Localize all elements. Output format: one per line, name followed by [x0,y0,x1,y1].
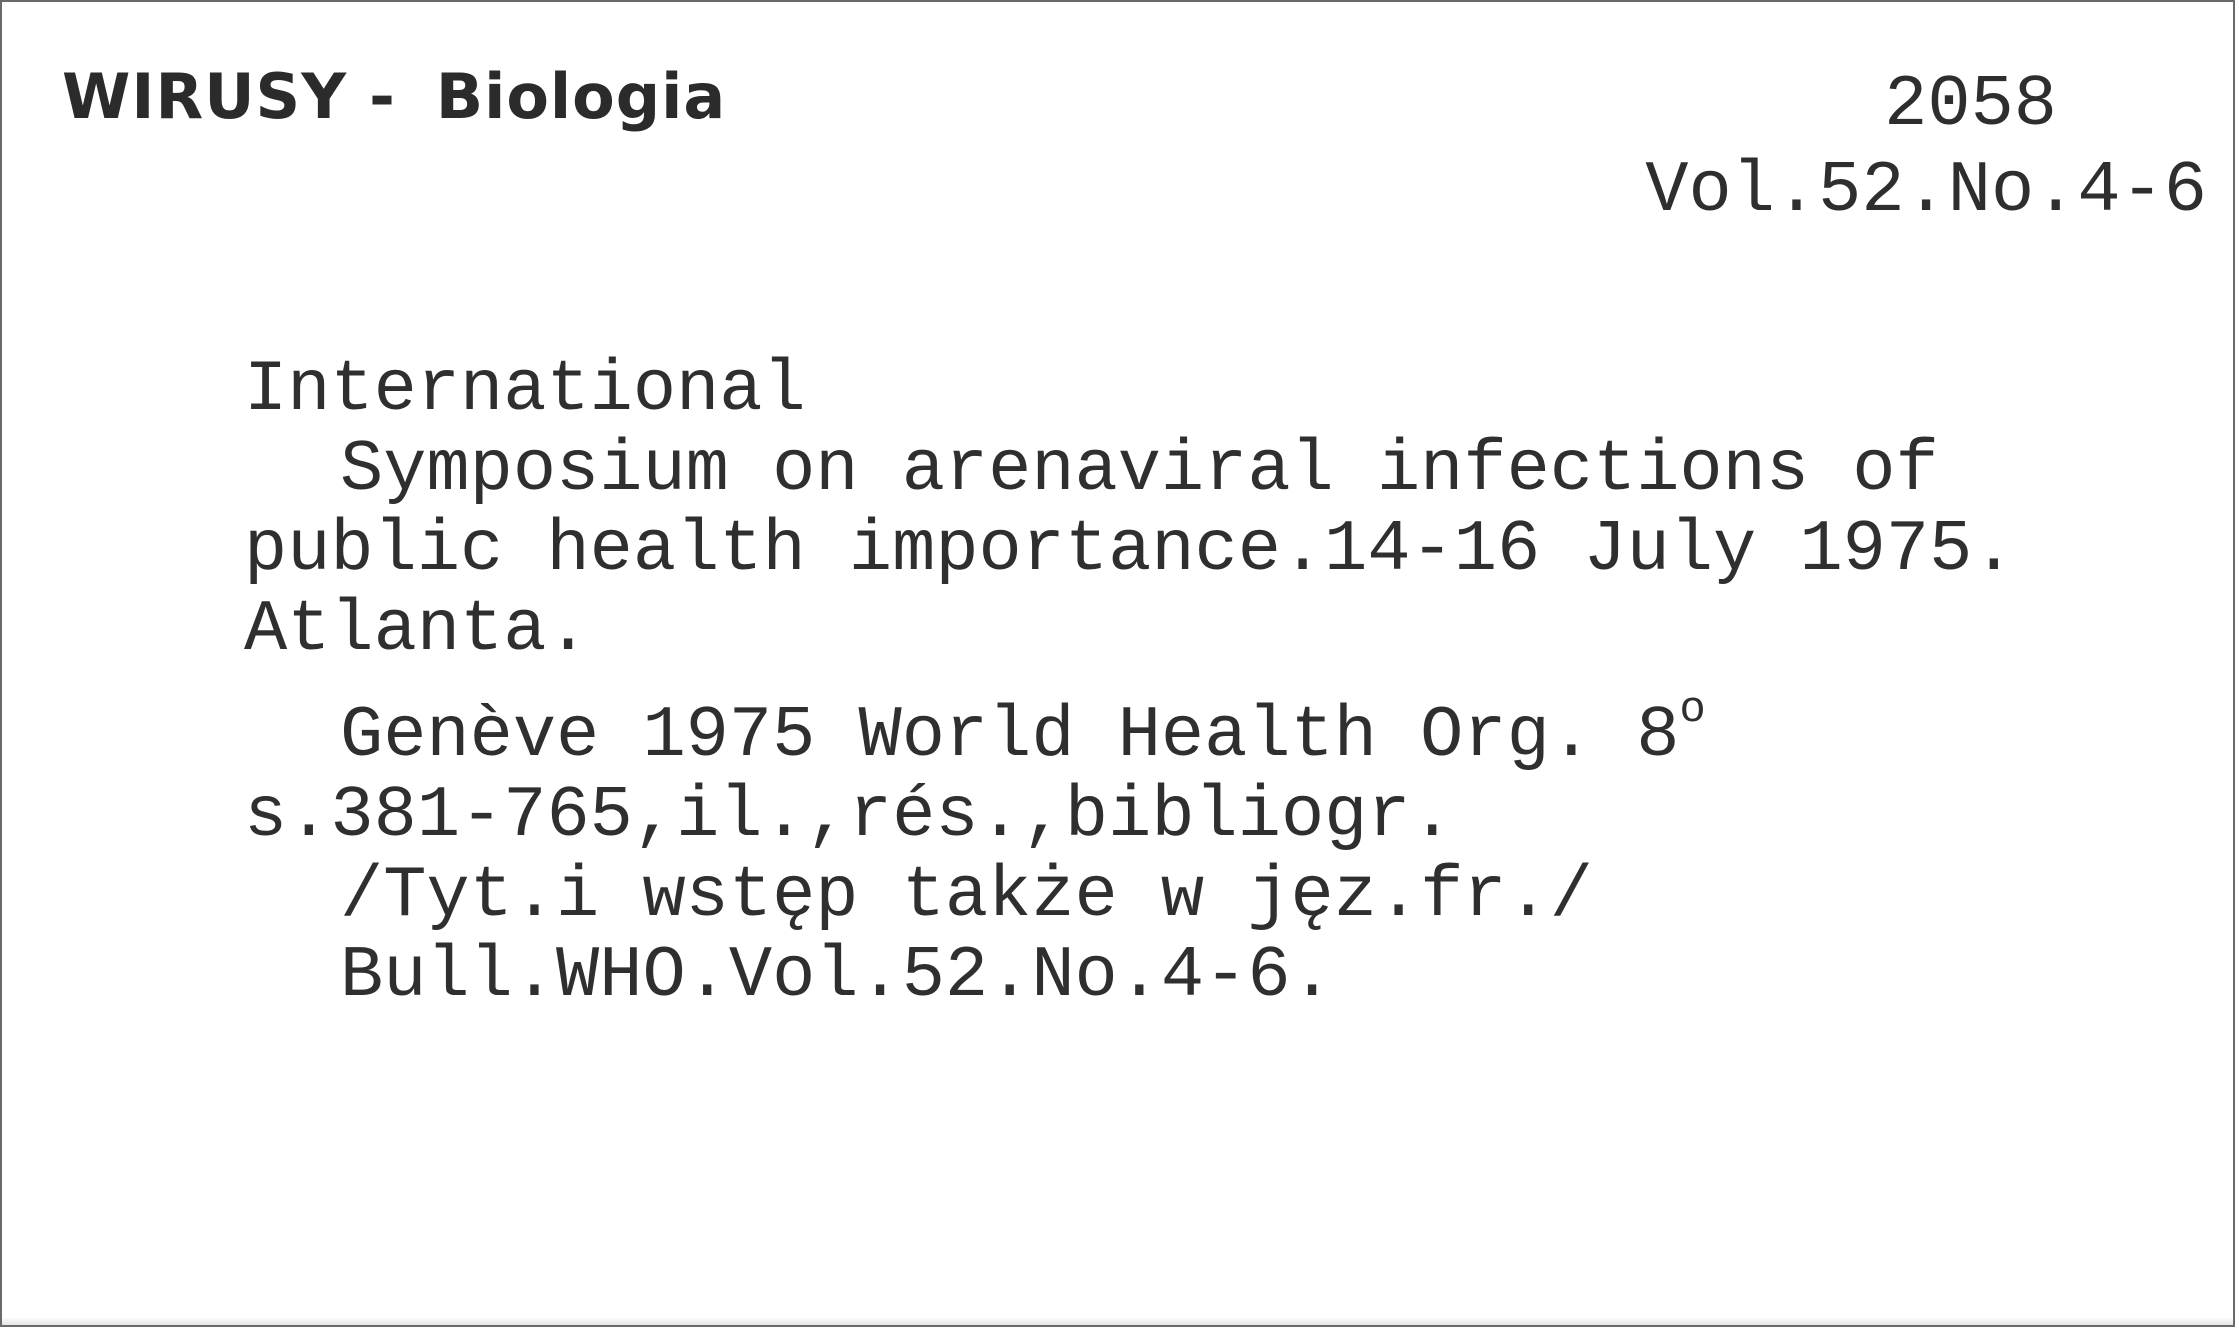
entry-line-1: International [244,349,806,431]
subject-term: WIRUSY [62,60,348,133]
entry-line-5 [244,670,2204,776]
subject-subdivision: Biologia [435,60,727,133]
imprint-text: Genève 1975 World Health Org. 8 [340,695,1680,777]
entry-line-7: /Tyt.i wstęp także w jęz.fr./ [340,855,1594,937]
entry-line-8: Bull.WHO.Vol.52.No.4-6. [340,935,1334,1017]
card-bottom-edge [2,1317,2233,1325]
call-number [1645,62,2207,234]
call-number-value: 2058 [1884,64,2057,146]
entry-line-6: s.381-765,il.,rés.,bibliogr. [244,775,1454,857]
entry-line-4: Atlanta. [244,589,590,671]
bibliographic-entry [244,350,2204,1016]
entry-line-2: Symposium on arenaviral infections of [340,429,1939,511]
volume-designation: Vol.52.No.4-6 [1645,150,2207,232]
subject-heading [62,60,726,133]
heading-separator: - [369,60,396,133]
entry-line-3: public health importance.14-16 July 1975. [244,509,2016,591]
format-degree-mark: o [1679,685,1706,735]
